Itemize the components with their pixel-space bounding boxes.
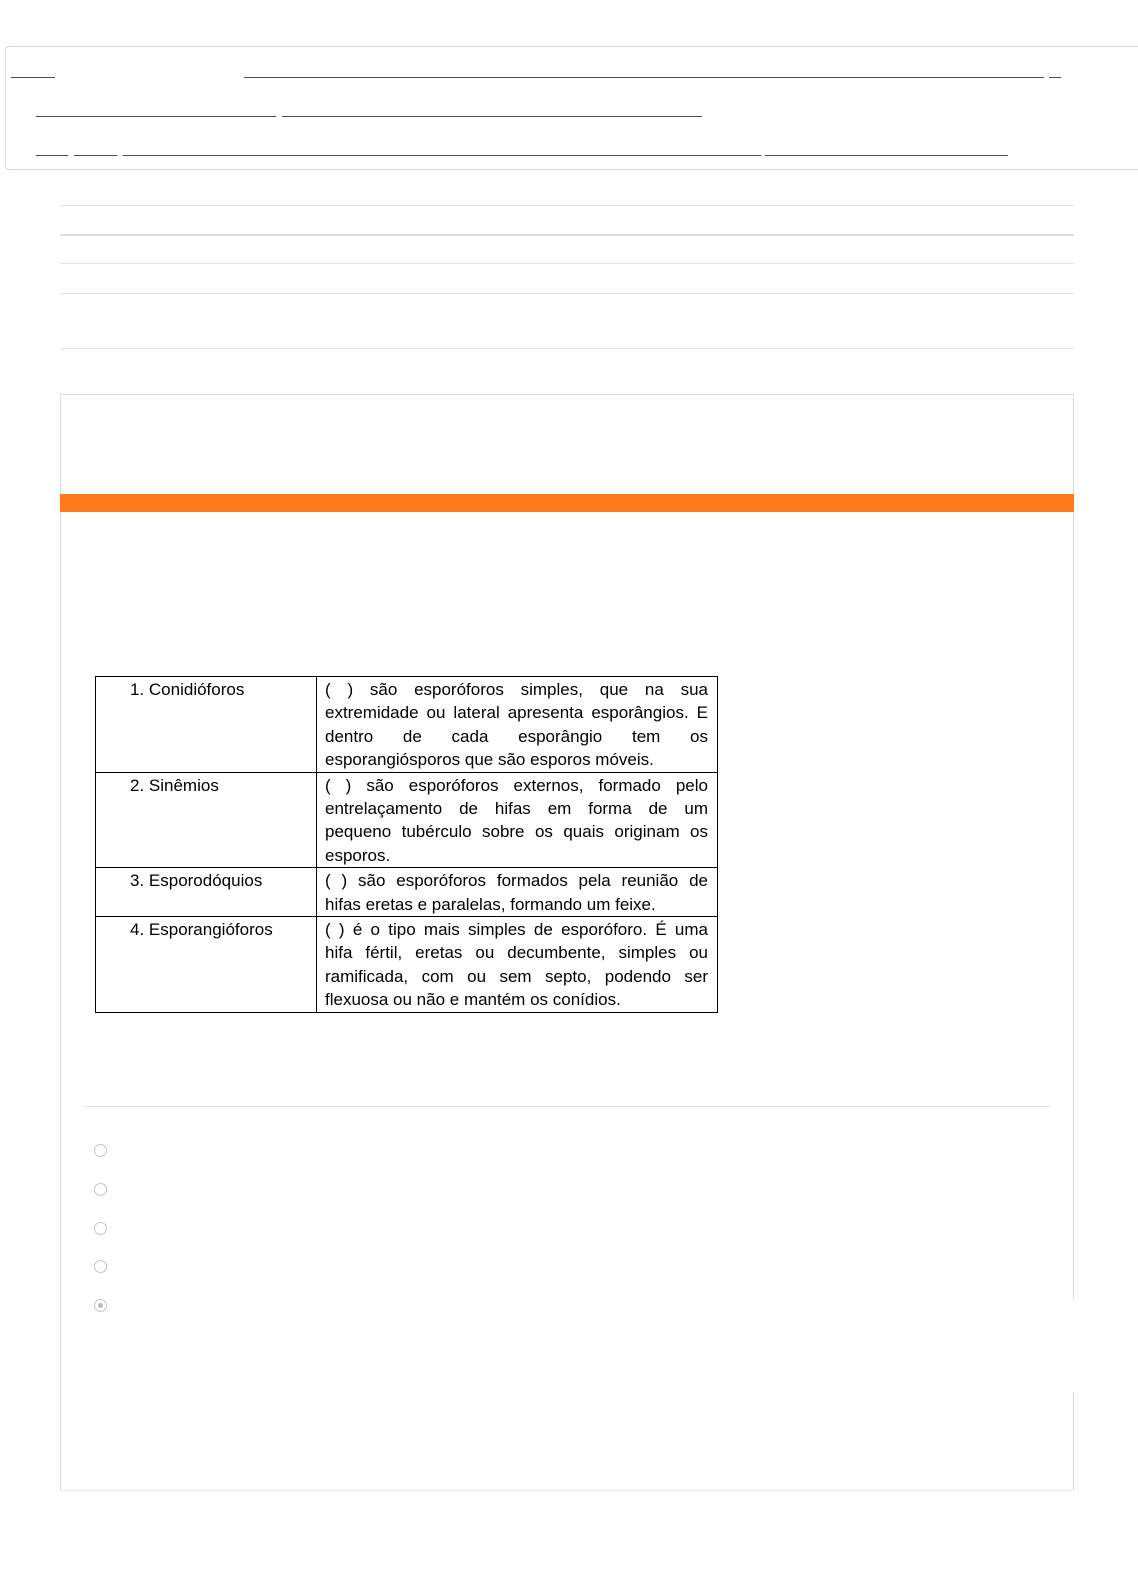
nav-link[interactable] [244, 77, 1044, 78]
answer-option-radio[interactable] [94, 1183, 107, 1196]
table-row [96, 677, 718, 773]
nav-link[interactable] [36, 155, 68, 156]
nav-link[interactable] [123, 155, 761, 156]
answer-option-radio[interactable] [94, 1260, 107, 1273]
info-divider [60, 205, 1074, 206]
term-cell: 4. Esporangióforos [96, 917, 317, 1013]
nav-link[interactable] [282, 116, 702, 117]
definition-line: ramificada, com ou sem septo, podendo ser [325, 966, 708, 986]
term-cell: 3. Esporodóquios [96, 868, 317, 917]
info-divider [60, 263, 1074, 264]
definition-line: flexuosa ou não e mantém os conídios. [325, 990, 621, 1010]
table-row [96, 868, 718, 917]
definition-line: hifa fértil, eretas ou decumbente, simples ou [325, 943, 708, 963]
definition-line: ( ) são esporóforos formados pela reunião de [325, 871, 708, 891]
info-divider [60, 234, 1074, 236]
term-cell: 2. Sinêmios [96, 772, 317, 868]
definition-cell [317, 868, 718, 917]
table-row [96, 772, 718, 868]
definition-line: dentro de cada esporângio tem os [325, 726, 708, 746]
term-cell: 1. Conidióforos [96, 677, 317, 773]
info-divider [60, 293, 1074, 294]
options-separator [84, 1106, 1050, 1107]
definition-line: entrelaçamento de hifas em forma de um [325, 799, 708, 819]
definition-cell [317, 677, 718, 773]
answer-option-radio[interactable] [94, 1144, 107, 1157]
definition-cell [317, 772, 718, 868]
answer-option-radio[interactable] [94, 1222, 107, 1235]
definition-line: ( ) é o tipo mais simples de esporóforo. É uma [325, 920, 708, 940]
definition-line: esporangiósporos que são esporos móveis. [325, 750, 654, 770]
definition-line: extremidade ou lateral apresenta esporângios. E [325, 703, 708, 723]
nav-link[interactable] [765, 155, 1008, 156]
definition-line: ( ) são esporóforos externos, formado pelo [325, 775, 708, 795]
association-table [95, 676, 718, 1013]
nav-link[interactable] [36, 116, 276, 117]
question-header-bar [60, 494, 1074, 512]
definition-line: pequeno tubérculo sobre os quais originam os [325, 822, 708, 842]
answer-option-radio[interactable] [94, 1299, 107, 1312]
definition-cell [317, 917, 718, 1013]
nav-link[interactable] [11, 77, 55, 78]
info-divider [60, 348, 1074, 349]
card-border-gap [1070, 1300, 1078, 1392]
nav-link[interactable] [1049, 77, 1061, 78]
definition-line: ( ) são esporóforos simples, que na sua [325, 680, 708, 699]
top-link-panel [5, 46, 1138, 170]
table-row [96, 917, 718, 1013]
definition-line: hifas eretas e paralelas, formando um feixe. [325, 894, 656, 914]
definition-line: esporos. [325, 845, 391, 865]
nav-link[interactable] [74, 155, 117, 156]
